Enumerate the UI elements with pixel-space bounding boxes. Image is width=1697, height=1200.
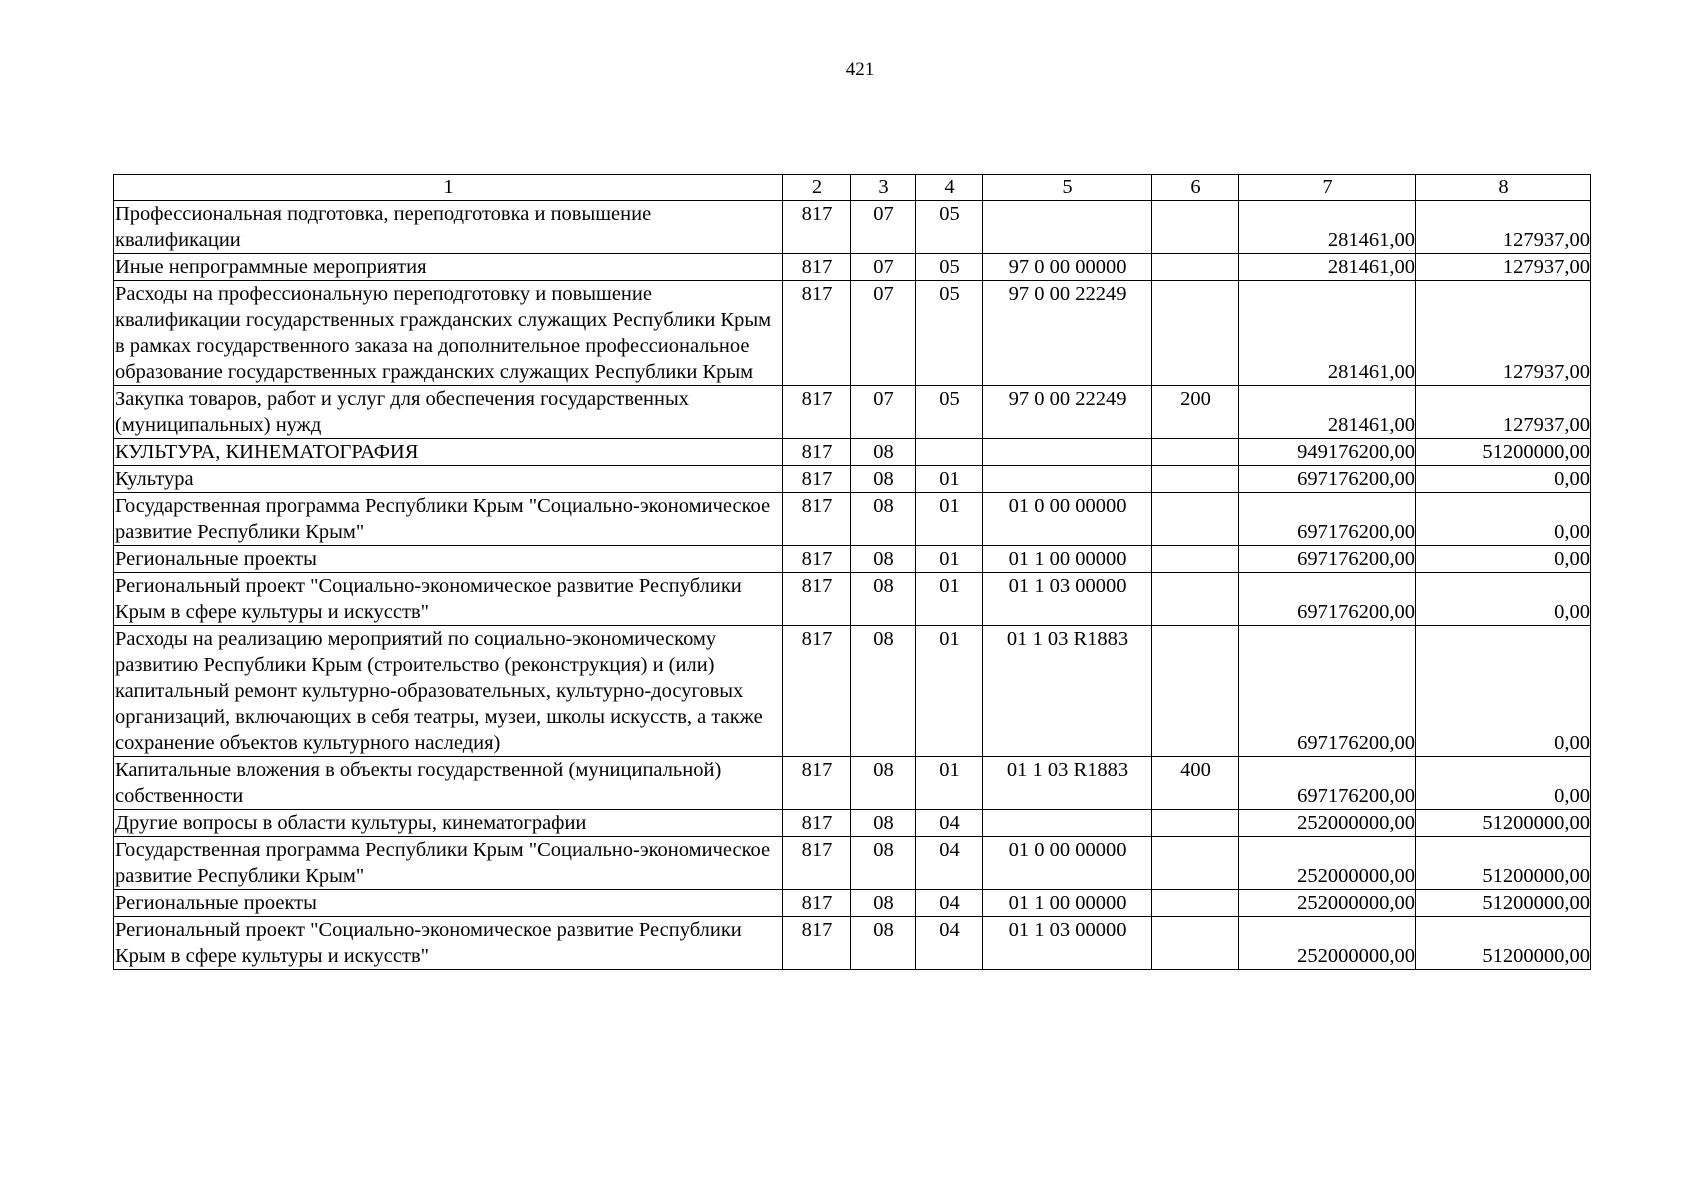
row-subsection-code: 01 — [916, 466, 983, 493]
row-amount-col7: 697176200,00 — [1239, 573, 1416, 626]
row-target-article: 97 0 00 22249 — [983, 281, 1152, 386]
row-admin-code: 817 — [783, 254, 851, 281]
table-row — [114, 917, 1591, 970]
row-admin-code: 817 — [783, 837, 851, 890]
table-row — [114, 254, 1591, 281]
row-target-article: 01 0 00 00000 — [983, 493, 1152, 546]
column-header-1: 1 — [114, 175, 783, 201]
row-amount-col8: 0,00 — [1416, 626, 1591, 757]
row-expense-type — [1152, 254, 1239, 281]
row-description: КУЛЬТУРА, КИНЕМАТОГРАФИЯ — [114, 439, 783, 466]
row-subsection-code: 01 — [916, 573, 983, 626]
table-row — [114, 201, 1591, 254]
table-row — [114, 493, 1591, 546]
row-amount-col8: 0,00 — [1416, 466, 1591, 493]
row-amount-col8: 51200000,00 — [1416, 810, 1591, 837]
row-amount-col7: 281461,00 — [1239, 281, 1416, 386]
table-row — [114, 546, 1591, 573]
row-admin-code: 817 — [783, 890, 851, 917]
row-description: Региональный проект "Социально-экономическое развитие Республики Крым в сфере культуры и искусств" — [114, 573, 783, 626]
row-amount-col8: 0,00 — [1416, 757, 1591, 810]
row-expense-type: 400 — [1152, 757, 1239, 810]
row-amount-col7: 697176200,00 — [1239, 493, 1416, 546]
row-amount-col8: 0,00 — [1416, 546, 1591, 573]
table-header-row — [114, 175, 1591, 201]
row-section-code: 08 — [851, 810, 916, 837]
row-subsection-code: 05 — [916, 281, 983, 386]
row-target-article — [983, 201, 1152, 254]
row-section-code: 07 — [851, 281, 916, 386]
table-row — [114, 281, 1591, 386]
page-number: 421 — [845, 59, 875, 80]
row-expense-type — [1152, 493, 1239, 546]
row-admin-code: 817 — [783, 757, 851, 810]
row-section-code: 08 — [851, 917, 916, 970]
row-amount-col8: 127937,00 — [1416, 201, 1591, 254]
row-amount-col7: 281461,00 — [1239, 201, 1416, 254]
row-target-article: 97 0 00 22249 — [983, 386, 1152, 439]
row-expense-type — [1152, 890, 1239, 917]
row-admin-code: 817 — [783, 573, 851, 626]
row-description: Профессиональная подготовка, переподготовка и повышение квалификации — [114, 201, 783, 254]
column-header-2: 2 — [783, 175, 851, 201]
row-subsection-code: 01 — [916, 757, 983, 810]
row-expense-type — [1152, 626, 1239, 757]
table-row — [114, 573, 1591, 626]
budget-table-body — [114, 175, 1591, 970]
row-amount-col8: 51200000,00 — [1416, 837, 1591, 890]
row-expense-type — [1152, 439, 1239, 466]
row-description: Государственная программа Республики Крым "Социально-экономическое развитие Республики Крым" — [114, 837, 783, 890]
row-description: Культура — [114, 466, 783, 493]
row-target-article: 01 1 00 00000 — [983, 546, 1152, 573]
row-section-code: 08 — [851, 439, 916, 466]
row-description: Региональные проекты — [114, 546, 783, 573]
row-target-article: 97 0 00 00000 — [983, 254, 1152, 281]
table-row — [114, 837, 1591, 890]
row-description: Расходы на реализацию мероприятий по социально-экономическому развитию Республики Крым (строительство (реконструкция) и (или) капитальный ремонт культурно-образовательных, культурно-досуговых организаций, включающих в себя театры, музеи, школы искусств, а также сохранение объектов культурного наследия) — [114, 626, 783, 757]
table-row — [114, 810, 1591, 837]
row-admin-code: 817 — [783, 281, 851, 386]
row-admin-code: 817 — [783, 201, 851, 254]
row-target-article: 01 1 03 00000 — [983, 917, 1152, 970]
row-section-code: 08 — [851, 890, 916, 917]
row-expense-type — [1152, 281, 1239, 386]
row-section-code: 07 — [851, 386, 916, 439]
column-header-7: 7 — [1239, 175, 1416, 201]
row-amount-col8: 127937,00 — [1416, 281, 1591, 386]
row-description: Расходы на профессиональную переподготовку и повышение квалификации государственных гражданских служащих Республики Крым в рамках государственного заказа на дополнительное профессиональное образование государственных гражданских служащих Республики Крым — [114, 281, 783, 386]
column-header-6: 6 — [1152, 175, 1239, 201]
column-header-8: 8 — [1416, 175, 1591, 201]
row-subsection-code: 05 — [916, 254, 983, 281]
row-section-code: 08 — [851, 466, 916, 493]
row-description: Региональный проект "Социально-экономическое развитие Республики Крым в сфере культуры и искусств" — [114, 917, 783, 970]
row-expense-type — [1152, 546, 1239, 573]
row-section-code: 08 — [851, 626, 916, 757]
row-amount-col8: 127937,00 — [1416, 386, 1591, 439]
row-expense-type: 200 — [1152, 386, 1239, 439]
row-amount-col7: 949176200,00 — [1239, 439, 1416, 466]
row-subsection-code: 01 — [916, 626, 983, 757]
row-subsection-code: 05 — [916, 201, 983, 254]
row-subsection-code: 01 — [916, 546, 983, 573]
row-target-article: 01 0 00 00000 — [983, 837, 1152, 890]
column-header-5: 5 — [983, 175, 1152, 201]
row-section-code: 08 — [851, 546, 916, 573]
row-target-article: 01 1 03 R1883 — [983, 757, 1152, 810]
budget-table — [113, 174, 1591, 970]
row-expense-type — [1152, 810, 1239, 837]
row-admin-code: 817 — [783, 466, 851, 493]
row-section-code: 08 — [851, 757, 916, 810]
table-row — [114, 890, 1591, 917]
column-header-4: 4 — [916, 175, 983, 201]
row-description: Государственная программа Республики Крым "Социально-экономическое развитие Республики Крым" — [114, 493, 783, 546]
row-amount-col7: 697176200,00 — [1239, 466, 1416, 493]
row-section-code: 07 — [851, 254, 916, 281]
table-row — [114, 626, 1591, 757]
row-amount-col7: 281461,00 — [1239, 386, 1416, 439]
row-expense-type — [1152, 573, 1239, 626]
row-amount-col7: 697176200,00 — [1239, 757, 1416, 810]
row-amount-col7: 281461,00 — [1239, 254, 1416, 281]
row-section-code: 07 — [851, 201, 916, 254]
row-admin-code: 817 — [783, 386, 851, 439]
row-amount-col7: 252000000,00 — [1239, 917, 1416, 970]
row-amount-col8: 0,00 — [1416, 493, 1591, 546]
row-admin-code: 817 — [783, 810, 851, 837]
row-amount-col8: 51200000,00 — [1416, 917, 1591, 970]
row-admin-code: 817 — [783, 493, 851, 546]
row-amount-col7: 697176200,00 — [1239, 546, 1416, 573]
row-amount-col7: 252000000,00 — [1239, 890, 1416, 917]
row-description: Закупка товаров, работ и услуг для обеспечения государственных (муниципальных) нужд — [114, 386, 783, 439]
row-admin-code: 817 — [783, 546, 851, 573]
row-amount-col8: 127937,00 — [1416, 254, 1591, 281]
row-amount-col8: 51200000,00 — [1416, 890, 1591, 917]
row-amount-col7: 252000000,00 — [1239, 837, 1416, 890]
row-admin-code: 817 — [783, 439, 851, 466]
row-amount-col7: 252000000,00 — [1239, 810, 1416, 837]
row-target-article: 01 1 00 00000 — [983, 890, 1152, 917]
row-subsection-code: 04 — [916, 837, 983, 890]
row-subsection-code: 04 — [916, 890, 983, 917]
row-target-article — [983, 439, 1152, 466]
row-section-code: 08 — [851, 573, 916, 626]
row-description: Другие вопросы в области культуры, кинематографии — [114, 810, 783, 837]
row-amount-col7: 697176200,00 — [1239, 626, 1416, 757]
row-admin-code: 817 — [783, 626, 851, 757]
table-row — [114, 386, 1591, 439]
table-row — [114, 466, 1591, 493]
table-row — [114, 757, 1591, 810]
row-subsection-code: 05 — [916, 386, 983, 439]
row-expense-type — [1152, 917, 1239, 970]
row-expense-type — [1152, 201, 1239, 254]
row-target-article — [983, 810, 1152, 837]
row-description: Иные непрограммные мероприятия — [114, 254, 783, 281]
row-target-article: 01 1 03 R1883 — [983, 626, 1152, 757]
row-expense-type — [1152, 466, 1239, 493]
row-section-code: 08 — [851, 837, 916, 890]
row-target-article — [983, 466, 1152, 493]
table-row — [114, 439, 1591, 466]
row-subsection-code: 04 — [916, 810, 983, 837]
row-target-article: 01 1 03 00000 — [983, 573, 1152, 626]
row-description: Региональные проекты — [114, 890, 783, 917]
row-description: Капитальные вложения в объекты государственной (муниципальной) собственности — [114, 757, 783, 810]
row-admin-code: 817 — [783, 917, 851, 970]
row-amount-col8: 0,00 — [1416, 573, 1591, 626]
row-amount-col8: 51200000,00 — [1416, 439, 1591, 466]
row-subsection-code: 01 — [916, 493, 983, 546]
row-section-code: 08 — [851, 493, 916, 546]
row-expense-type — [1152, 837, 1239, 890]
column-header-3: 3 — [851, 175, 916, 201]
row-subsection-code — [916, 439, 983, 466]
row-subsection-code: 04 — [916, 917, 983, 970]
